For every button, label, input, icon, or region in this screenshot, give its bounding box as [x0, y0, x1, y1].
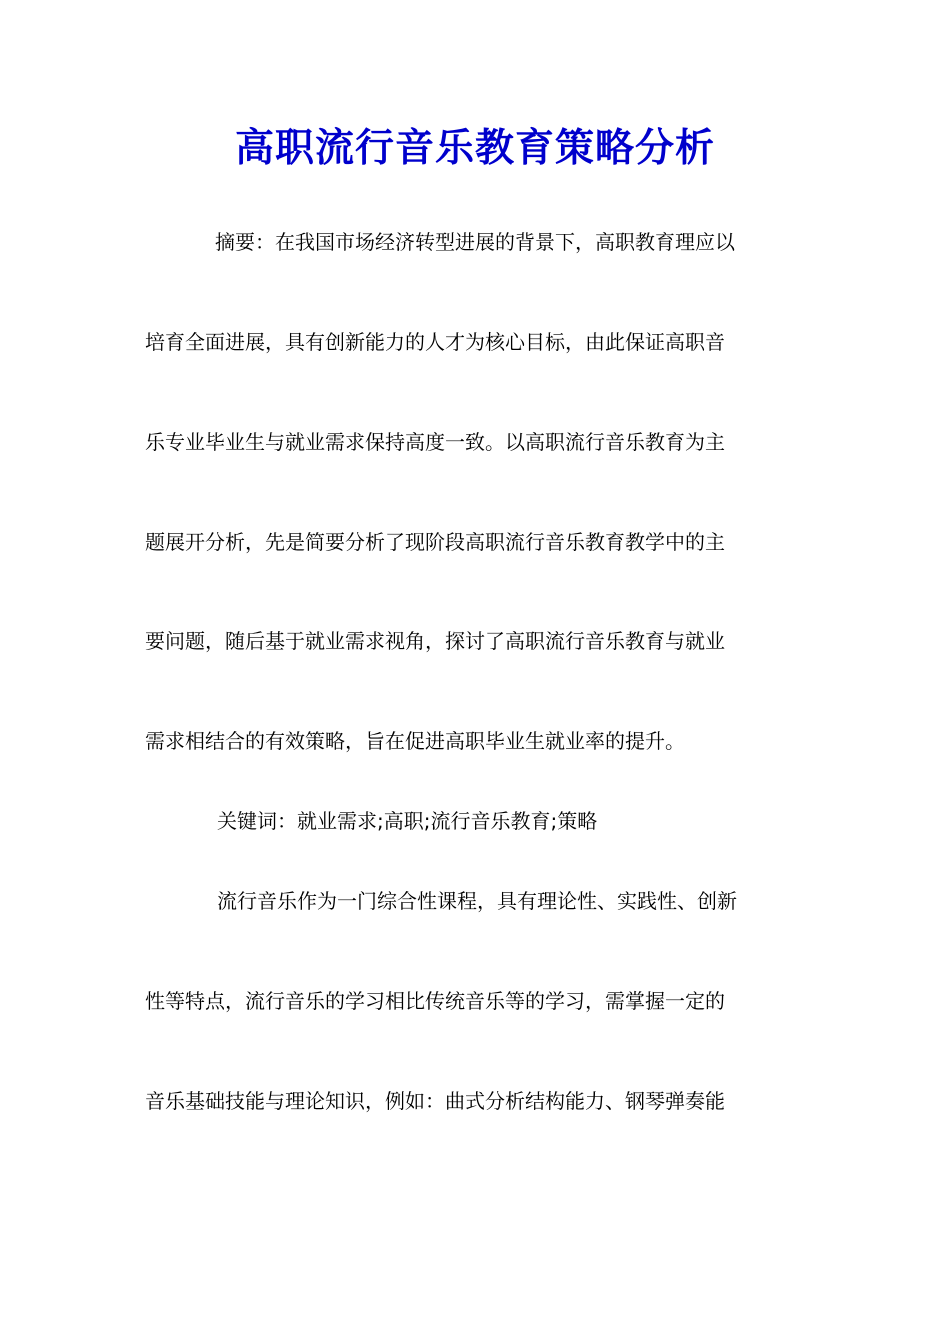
abstract-line-6: 需求相结合的有效策略，旨在促进高职毕业生就业率的提升。 — [145, 729, 685, 753]
abstract-line-4: 题展开分析，先是简要分析了现阶段高职流行音乐教育教学中的主 — [145, 530, 725, 554]
abstract-line-2: 培育全面进展，具有创新能力的人才为核心目标，由此保证高职音 — [145, 330, 725, 354]
abstract-line-3: 乐专业毕业生与就业需求保持高度一致。以高职流行音乐教育为主 — [145, 430, 725, 454]
body-line-3: 音乐基础技能与理论知识，例如：曲式分析结构能力、钢琴弹奏能 — [145, 1089, 725, 1113]
document-title: 高职流行音乐教育策略分析 — [234, 125, 715, 171]
body-line-2: 性等特点，流行音乐的学习相比传统音乐等的学习，需掌握一定的 — [145, 989, 725, 1013]
body-line-1: 流行音乐作为一门综合性课程，具有理论性、实践性、创新 — [217, 889, 737, 913]
abstract-line-1: 摘要：在我国市场经济转型进展的背景下，高职教育理应以 — [215, 230, 735, 254]
keywords-line: 关键词：就业需求;高职;流行音乐教育;策略 — [217, 809, 598, 833]
abstract-line-5: 要问题，随后基于就业需求视角，探讨了高职流行音乐教育与就业 — [145, 629, 725, 653]
